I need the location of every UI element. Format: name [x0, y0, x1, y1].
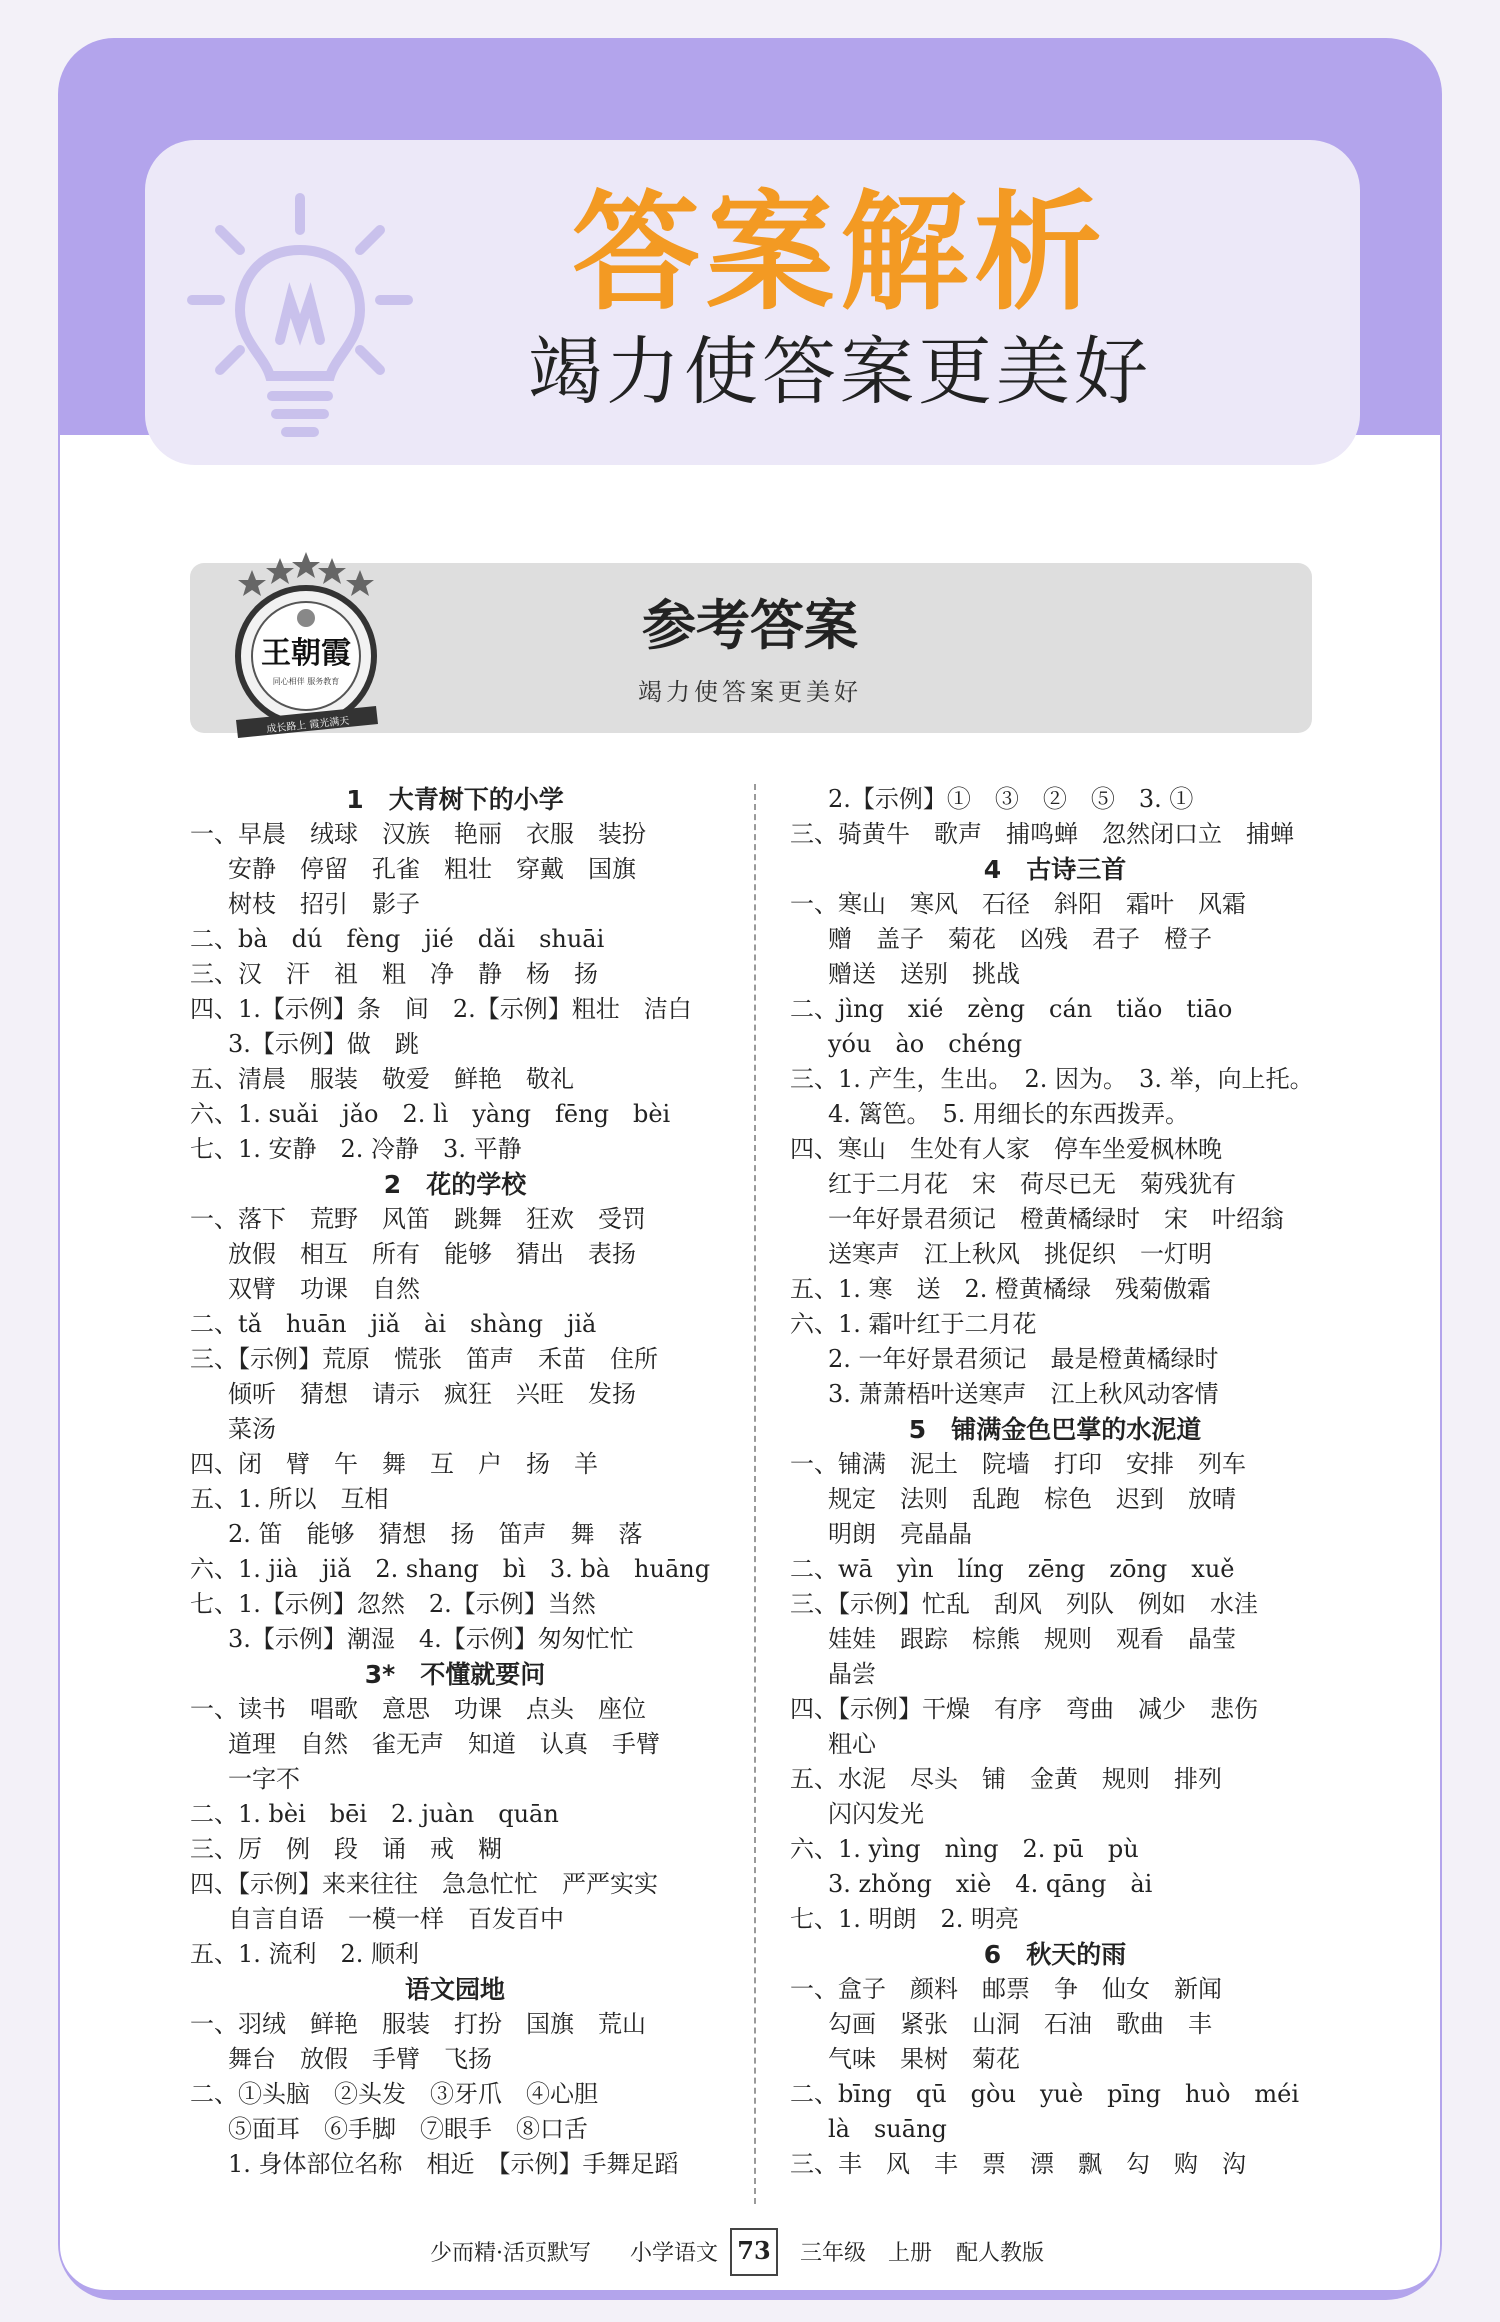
answer-line: 六、1. jià jiǎ 2. shang bì 3. bà huāng [190, 1555, 711, 1583]
answer-line: 倾听 猜想 请示 疯狂 兴旺 发扬 [228, 1380, 636, 1408]
footer-grade: 三年级 [800, 2241, 867, 2266]
answer-line: 树枝 招引 影子 [228, 890, 420, 918]
answer-line: 安静 停留 孔雀 粗壮 穿戴 国旗 [228, 855, 636, 883]
answer-line: 一、盒子 颜料 邮票 争 仙女 新闻 [790, 1975, 1222, 2003]
answer-line: 一、落下 荒野 风笛 跳舞 狂欢 受罚 [190, 1205, 646, 1233]
answer-line: 一、寒山 寒风 石径 斜阳 霜叶 风霜 [790, 890, 1246, 918]
answer-line: 赠 盖子 菊花 凶残 君子 橙子 [828, 925, 1212, 953]
answer-line: 2. 一年好景君须记 最是橙黄橘绿时 [828, 1345, 1219, 1373]
answer-line: yóu ào chéng [828, 1030, 1023, 1058]
answer-line: 二、jìng xié zèng cán tiǎo tiāo [790, 995, 1233, 1023]
answer-line: 五、1. 流利 2. 顺利 [190, 1940, 420, 1968]
answers-right-column [790, 782, 1320, 2182]
answer-line: 一、铺满 泥土 院墙 打印 安排 列车 [790, 1450, 1246, 1478]
reference-answer-title: 参考答案 [642, 593, 858, 657]
answer-line: 五、清晨 服装 敬爱 鲜艳 敬礼 [190, 1065, 574, 1093]
footer-volume: 上册 [888, 2241, 933, 2266]
answer-line: 四、【示例】干燥 有序 弯曲 减少 悲伤 [790, 1695, 1258, 1723]
answer-line: 赠送 送别 挑战 [828, 960, 1020, 988]
answer-line: 五、1. 所以 互相 [190, 1485, 389, 1513]
lesson-heading: 3* 不懂就要问 [364, 1660, 546, 1689]
answer-line: 一年好景君须记 橙黄橘绿时 宋 叶绍翁 [828, 1205, 1284, 1233]
answer-line: 三、汉 汗 祖 粗 净 静 杨 扬 [190, 960, 598, 988]
answer-line: 舞台 放假 手臂 飞扬 [228, 2045, 492, 2073]
answer-line: 气味 果树 菊花 [828, 2045, 1020, 2073]
reference-answer-subtitle: 竭力使答案更美好 [638, 678, 862, 706]
answer-line: 3. 萧萧梧叶送寒声 江上秋风动客情 [828, 1380, 1219, 1408]
answer-line: 勾画 紧张 山洞 石油 歌曲 丰 [828, 2010, 1212, 2038]
answer-line: 放假 相互 所有 能够 猜出 表扬 [228, 1240, 636, 1268]
answer-line: 六、1. 霜叶红于二月花 [790, 1310, 1037, 1338]
answer-line: 五、1. 寒 送 2. 橙黄橘绿 残菊傲霜 [790, 1275, 1212, 1303]
answer-line: 三、1. 产生，生出。 2. 因为。 3. 举，向上托。 [790, 1065, 1314, 1093]
answer-line: 2. 笛 能够 猜想 扬 笛声 舞 落 [228, 1520, 643, 1548]
answer-line: 自言自语 一模一样 百发百中 [228, 1905, 564, 1933]
answer-line: 3.【示例】潮湿 4.【示例】匆匆忙忙 [228, 1625, 634, 1653]
answer-line: 3. zhǒng xiè 4. qāng ài [828, 1870, 1153, 1898]
page-number: 73 [737, 2236, 771, 2265]
footer-series: 少而精·活页默写 [430, 2241, 591, 2266]
answer-line: 3.【示例】做 跳 [228, 1030, 419, 1058]
lesson-heading: 4 古诗三首 [983, 855, 1127, 884]
lesson-heading: 2 花的学校 [383, 1170, 527, 1199]
footer-subject: 小学语文 [630, 2241, 719, 2266]
answer-line: 二、tǎ huān jiǎ ài shàng jiǎ [190, 1310, 597, 1338]
answer-line: 4. 篱笆。 5. 用细长的东西拨弄。 [828, 1100, 1190, 1128]
publisher-logo [222, 548, 390, 748]
answer-line: 三、【示例】忙乱 刮风 列队 例如 水洼 [790, 1590, 1258, 1618]
answer-line: 一字不 [228, 1765, 300, 1793]
answer-line: 道理 自然 雀无声 知道 认真 手臂 [228, 1730, 660, 1758]
answer-line: 四、【示例】来来往往 急急忙忙 严严实实 [190, 1870, 658, 1898]
answer-line: 双臂 功课 自然 [228, 1275, 420, 1303]
answer-line: 送寒声 江上秋风 挑促织 一灯明 [828, 1240, 1212, 1268]
answer-line: 晶尝 [828, 1660, 876, 1688]
answer-line: 五、水泥 尽头 铺 金黄 规则 排列 [790, 1765, 1222, 1793]
logo-motto: 同心相伴 服务教育 [272, 677, 340, 686]
lesson-heading: 语文园地 [404, 1975, 505, 2004]
logo-brand-name: 王朝霞 [261, 636, 351, 671]
answer-line: 七、1.【示例】忽然 2.【示例】当然 [190, 1590, 596, 1618]
lesson-heading: 1 大青树下的小学 [346, 785, 564, 814]
page-number-box [730, 2228, 778, 2276]
answer-line: 一、羽绒 鲜艳 服装 打扮 国旗 荒山 [190, 2010, 646, 2038]
lesson-heading: 5 铺满金色巴掌的水泥道 [908, 1415, 1202, 1444]
answer-line: 明朗 亮晶晶 [828, 1520, 972, 1548]
lightbulb-icon [180, 190, 420, 450]
answer-line: 二、bīng qū gòu yuè pīng huò méi [790, 2080, 1300, 2108]
answer-line: 1. 身体部位名称 相近 【示例】手舞足蹈 [228, 2150, 679, 2178]
answer-line: 三、厉 例 段 诵 戒 糊 [190, 1835, 502, 1863]
answer-line: 四、1.【示例】条 间 2.【示例】粗壮 洁白 [190, 995, 692, 1023]
answer-line: 闪闪发光 [828, 1800, 924, 1828]
answer-line: 二、wā yìn líng zēng zōng xuě [790, 1555, 1235, 1583]
lesson-heading: 6 秋天的雨 [983, 1940, 1127, 1969]
answer-line: 七、1. 明朗 2. 明亮 [790, 1905, 1020, 1933]
answer-line: 一、早晨 绒球 汉族 艳丽 衣服 装扮 [190, 820, 646, 848]
answer-line: 2.【示例】① ③ ② ⑤ 3. ① [828, 785, 1194, 813]
page-title: 答案解析 [571, 179, 1108, 328]
answer-line: 六、1. suǎi jǎo 2. lì yàng fēng bèi [190, 1100, 671, 1128]
answer-line: 娃娃 跟踪 棕熊 规则 观看 晶莹 [828, 1625, 1236, 1653]
answer-line: 粗心 [828, 1730, 876, 1758]
answers-left-column [190, 782, 720, 2182]
footer-edition: 配人教版 [956, 2241, 1045, 2266]
logo-ribbon: 成长路上 霞光满天 [266, 715, 350, 736]
answer-line: 二、bà dú fèng jié dǎi shuāi [190, 925, 605, 953]
page-footer [400, 2228, 1100, 2274]
answer-line: 六、1. yìng nìng 2. pū pù [790, 1835, 1139, 1863]
answer-line: 二、1. bèi bēi 2. juàn quān [190, 1800, 559, 1828]
answer-line: 七、1. 安静 2. 冷静 3. 平静 [190, 1135, 522, 1163]
page-subtitle: 竭力使答案更美好 [528, 329, 1152, 415]
answer-line: 四、闭 臂 午 舞 互 户 扬 羊 [190, 1450, 598, 1478]
answer-line: 菜汤 [228, 1415, 276, 1443]
answer-line: 三、骑黄牛 歌声 捕鸣蝉 忽然闭口立 捕蝉 [790, 820, 1294, 848]
answer-line: 四、寒山 生处有人家 停车坐爱枫林晚 [790, 1135, 1222, 1163]
answer-line: 二、①头脑 ②头发 ③牙爪 ④心胆 [190, 2080, 598, 2108]
answer-line: 一、读书 唱歌 意思 功课 点头 座位 [190, 1695, 646, 1723]
answer-line: ⑤面耳 ⑥手脚 ⑦眼手 ⑧口舌 [228, 2115, 588, 2143]
answer-line: 三、【示例】荒原 慌张 笛声 禾苗 住所 [190, 1345, 658, 1373]
column-divider [754, 784, 756, 2204]
answer-line: là suāng [828, 2115, 947, 2143]
answer-line: 红于二月花 宋 荷尽已无 菊残犹有 [828, 1170, 1236, 1198]
answer-line: 三、丰 风 丰 票 漂 飘 勾 购 沟 [790, 2150, 1246, 2178]
answer-line: 规定 法则 乱跑 棕色 迟到 放晴 [828, 1485, 1236, 1513]
